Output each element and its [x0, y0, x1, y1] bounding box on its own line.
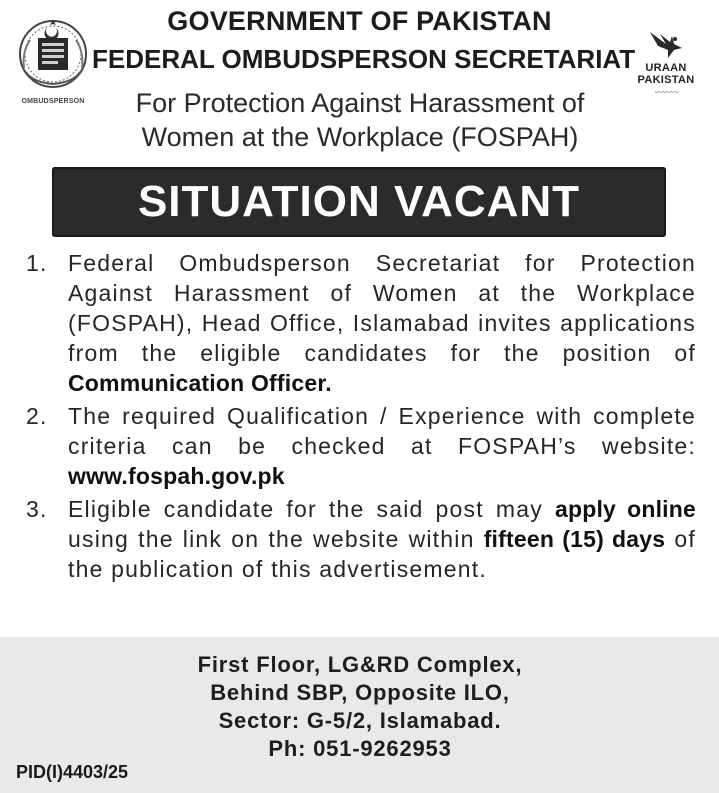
- uraan-tagline-script: 〰〰〰: [654, 88, 678, 97]
- item-text-a: Eligible candidate for the said post may: [68, 496, 555, 522]
- list-item-1: [26, 248, 696, 398]
- item-number: 2.: [26, 403, 48, 429]
- uraan-title-1: URAAN: [645, 62, 687, 74]
- contact-footer: [0, 637, 719, 793]
- apply-online-text: apply online: [554, 496, 696, 522]
- item-text-b: using the link on the website within: [68, 526, 484, 552]
- address-block: [180, 651, 540, 763]
- government-title: GOVERNMENT OF PAKISTAN: [167, 6, 552, 36]
- list-item-2: [26, 401, 696, 491]
- uraan-title-2: PAKISTAN: [637, 74, 695, 86]
- banner-title: SITUATION VACANT: [137, 177, 581, 226]
- pid-number: PID(I)4403/25: [16, 762, 129, 782]
- deadline-text: fifteen (15) days: [483, 526, 666, 552]
- subtitle-line-1: For Protection Against Harassment of: [135, 88, 585, 118]
- website-link[interactable]: www.fospah.gov.pk: [68, 463, 285, 489]
- item-number: 1.: [26, 250, 48, 276]
- item-list: [26, 248, 696, 587]
- phone-number: Ph: 051-9262953: [268, 736, 452, 761]
- situation-vacant-banner: [52, 167, 666, 237]
- secretariat-subtitle: [60, 86, 660, 154]
- item-number: 3.: [26, 496, 48, 522]
- item-text-c: of the publication of this advertisement.: [68, 526, 696, 582]
- address-line-2: Behind SBP, Opposite ILO,: [210, 680, 510, 705]
- subtitle-line-2: Women at the Workplace (FOSPAH): [141, 122, 579, 152]
- item-text: The required Qualification / Experience with complete criteria can be checked at FOSPAH’s website:: [68, 403, 696, 459]
- address-line-3: Sector: G-5/2, Islamabad.: [218, 708, 502, 733]
- item-text: Federal Ombudsperson Secretariat for Protection Against Harassment of Women at the Workplace (FOSPAH), Head Office, Islamabad invites applications from the eligible candidates for the position of: [68, 250, 696, 366]
- address-line-1: First Floor, LG&RD Complex,: [197, 652, 523, 677]
- position-name: Communication Officer.: [68, 370, 332, 396]
- emblem-label: OMBUDSPERSON: [21, 98, 85, 105]
- list-item-3: [26, 494, 696, 584]
- secretariat-title: FEDERAL OMBUDSPERSON SECRETARIAT: [92, 44, 636, 74]
